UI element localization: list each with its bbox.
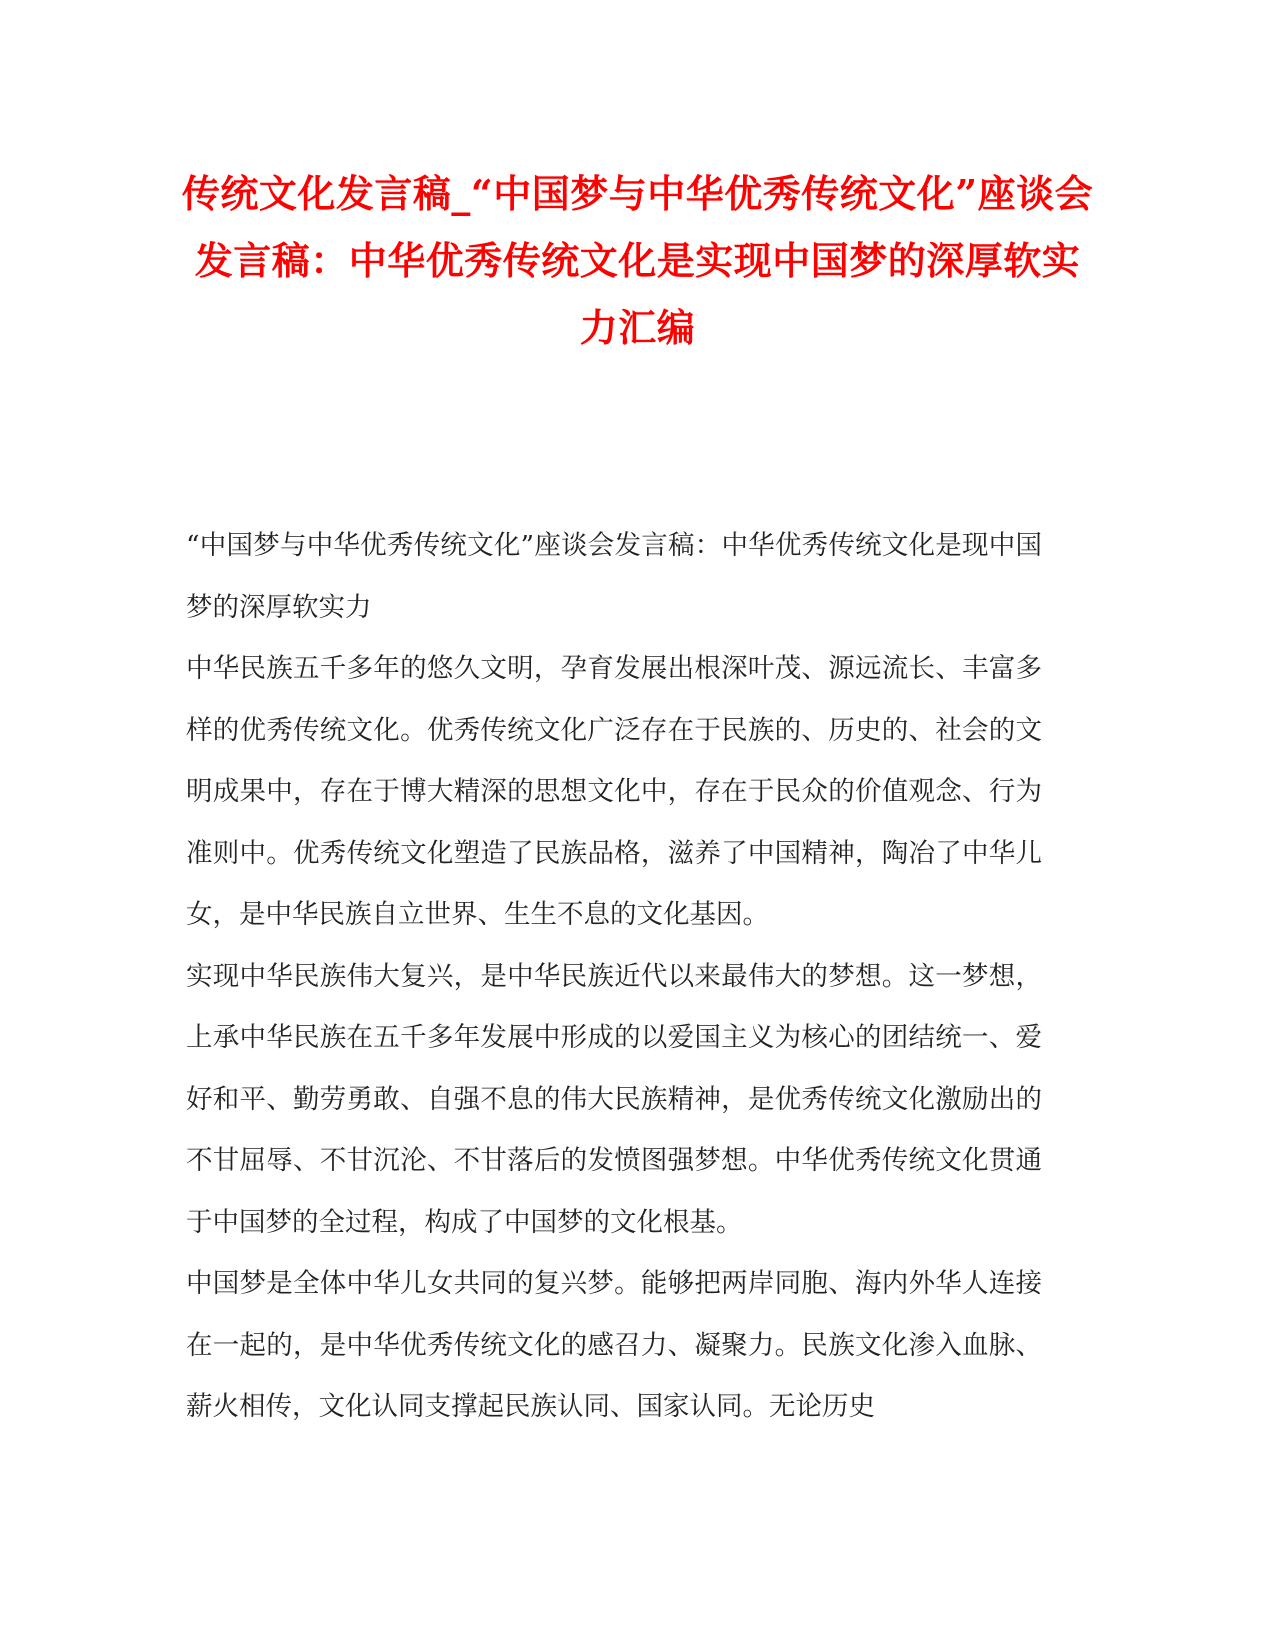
paragraph-3: 中国梦是全体中华儿女共同的复兴梦。能够把两岸同胞、海内外华人连接在一起的，是中华优秀传统文化的感召力、凝聚力。民族文化渗入血脉、薪火相传，文化认同支撑起民族认同、国家认同。无论历史 xyxy=(186,1268,1042,1422)
paragraph-2: 实现中华民族伟大复兴，是中华民族近代以来最伟大的梦想。这一梦想，上承中华民族在五千多年发展中形成的以爱国主义为核心的团结统一、爱好和平、勤劳勇敢、自强不息的伟大民族精神，是优秀传统文化激励出的不甘屈辱、不甘沉沦、不甘落后的发愤图强梦想。中华优秀传统文化贯通于中国梦的全过程，构成了中国梦的文化根基。 xyxy=(186,960,1042,1238)
paragraph-1: 中华民族五千多年的悠久文明，孕育发展出根深叶茂、源远流长、丰富多样的优秀传统文化。优秀传统文化广泛存在于民族的、历史的、社会的文明成果中，存在于博大精深的思想文化中，存在于民众的价值观念、行为准则中。优秀传统文化塑造了民族品格，滋养了中国精神，陶冶了中华儿女，是中华民族自立世界、生生不息的文化基因。 xyxy=(186,653,1042,930)
document-body xyxy=(186,515,1042,1438)
paragraph-subtitle: “中国梦与中华优秀传统文化”座谈会发言稿：中华优秀传统文化是现中国梦的深厚软实力 xyxy=(186,530,1042,623)
document-title: 传统文化发言稿_“中国梦与中华优秀传统文化”座谈会发言稿：中华优秀传统文化是实现中国梦的深厚软实力汇编 xyxy=(181,171,1094,350)
